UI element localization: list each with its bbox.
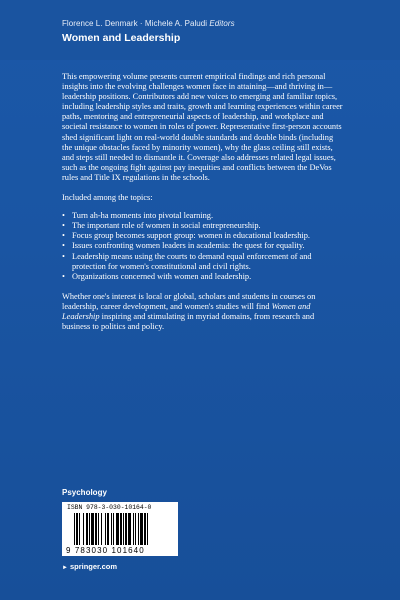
editors-names: Florence L. Denmark · Michele A. Paludi [62,19,208,28]
topic-item: • Focus group becomes support group: women in educational leadership. [62,231,344,241]
barcode-icon [74,513,174,545]
topic-item: • Issues confronting women leaders in academia: the quest for equality. [62,241,344,251]
topics-intro: Included among the topics: [62,193,153,203]
publisher-url: springer.com [69,562,118,571]
header-band [0,0,400,60]
publisher-link[interactable] [62,562,117,571]
closing-title-italic: Women and Leadership [62,301,311,321]
book-title: Women and Leadership [62,32,181,44]
topic-item: • Leadership means using the courts to demand equal enforcement of and protection for women's constitutional and civil rights. [62,252,344,272]
topic-item: • The important role of women in social entrepreneurship. [62,221,344,231]
closing-text-start: Whether one's interest is local or global, scholars and students in courses on leadership, career development, and women's studies will find [62,291,316,311]
blurb [62,72,344,342]
closing-text-end: inspiring and stimulating in myriad domains, from research and business to politics and policy. [62,311,315,332]
topics-list [62,211,344,282]
barcode-digits: 9 783030 101640 [66,546,145,555]
isbn-label: ISBN 978-3-030-10164-0 [67,504,152,511]
subject-category: Psychology [62,488,107,497]
arrow-right-icon: ► [62,565,68,571]
editors-line [62,19,235,28]
closing-paragraph [62,292,344,332]
editors-role: Editors [209,19,235,28]
topic-item: • Organizations concerned with women and leadership. [62,272,344,282]
isbn-barcode-box [62,502,178,556]
topic-item: • Turn ah-ha moments into pivotal learning. [62,211,344,221]
description-paragraph: This empowering volume presents current empirical findings and rich personal insights into the evolving challenges women face in attaining—and thriving in—leadership positions. Contributors add new voices to emerging and familiar topics, including leadership styles and traits, growth and learning experiences within career paths, mentoring and entrepreneurial aspects of leadership, and workplace and societal resistance to women in roles of power. Representative first-person accounts shed significant light on real-world double standards and double binds (including the unique obstacles faced by minority women), why the glass ceiling still exists, and steps still needed to dismantle it. Coverage also addresses related legal issues, such as the ongoing fight against pay inequities and conflicts between the DeVos rules and Title IX regulations in the schools. [62,72,343,182]
